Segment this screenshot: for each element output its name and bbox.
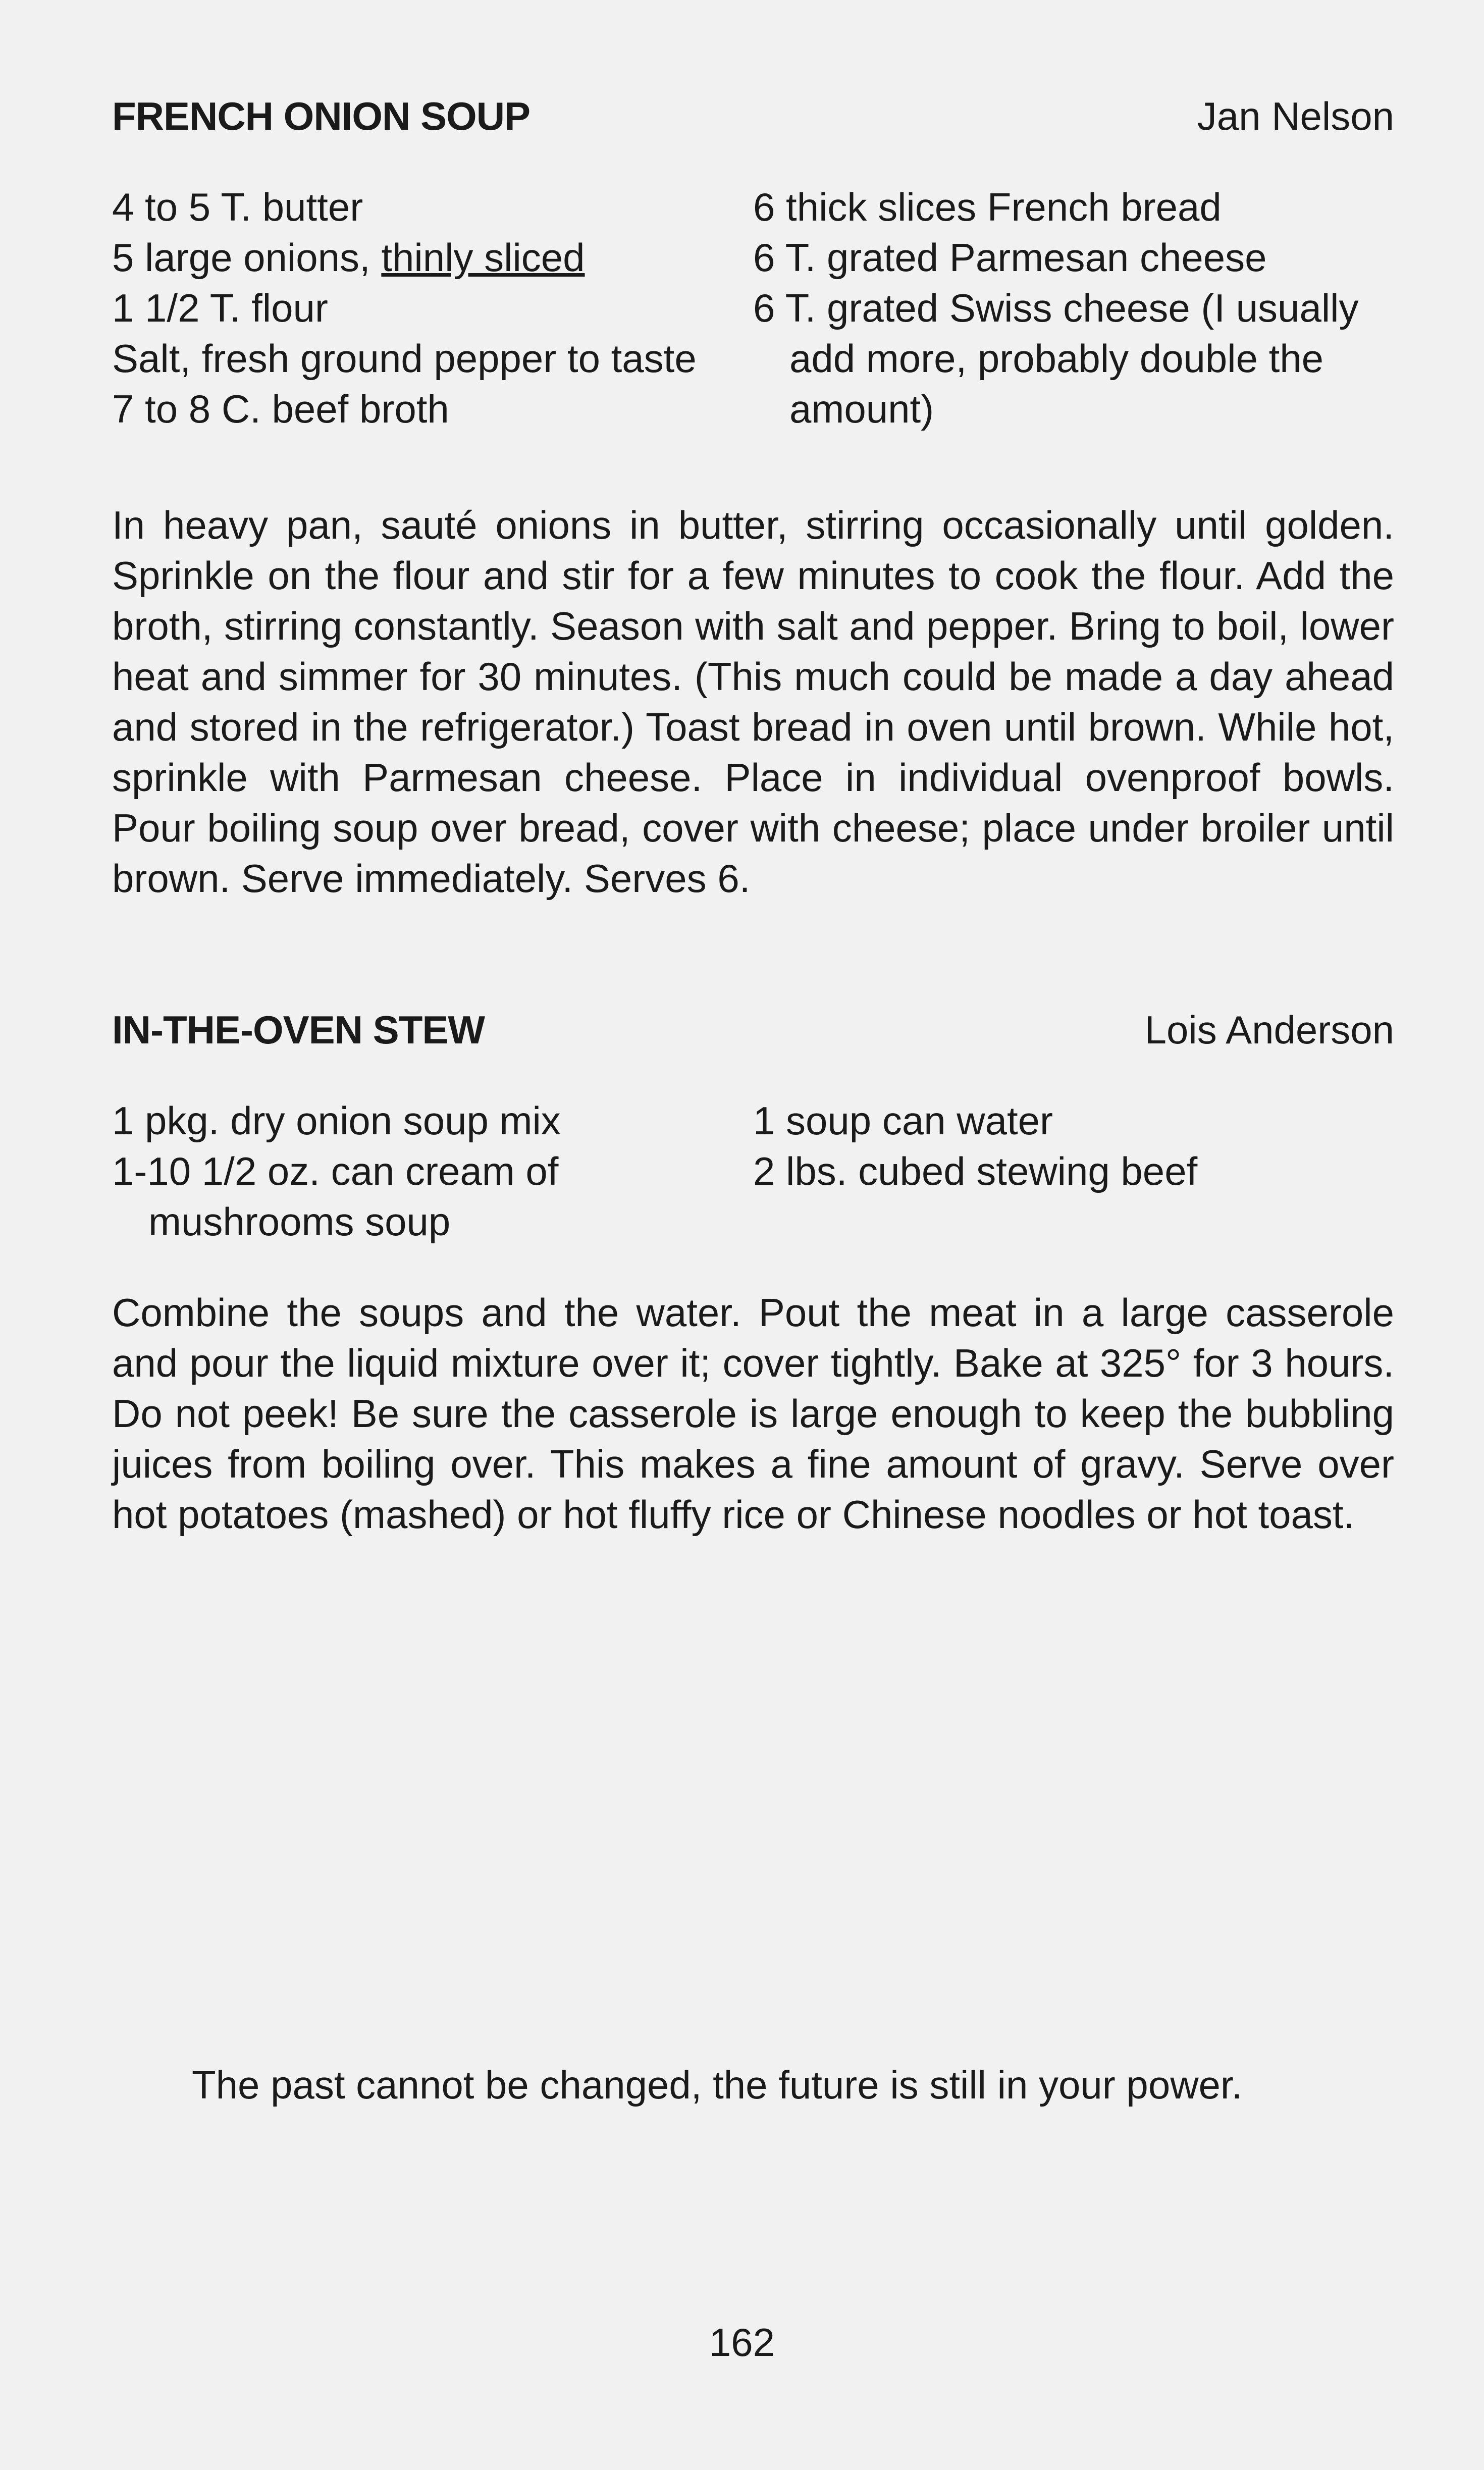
recipe-title: FRENCH ONION SOUP: [112, 94, 531, 138]
page-content: [112, 91, 1394, 1579]
ingredient-item: 1-10 1/2 oz. can cream of mushrooms soup: [112, 1149, 559, 1244]
page-quote: The past cannot be changed, the future is still in your power.: [192, 2063, 1243, 2107]
recipe-directions: Combine the soups and the water. Pout the meat in a large casserole and pour the liquid mixture over it; cover tightly. Bake at 325° for 3 hours. Do not peek! Be sure the casserole is large enough to keep the bubbling juices from boiling over. This makes a fine amount of gravy. Serve over hot potatoes (mashed) or hot fluffy rice or Chinese noodles or hot toast.: [112, 1290, 1394, 1537]
recipe-french-onion-soup: [112, 91, 1394, 904]
page-number: 162: [709, 2320, 775, 2364]
ingredient-item: 6 thick slices French bread: [753, 185, 1222, 229]
ingredient-column-left: [112, 1095, 753, 1247]
ingredient-column-right: [753, 1095, 1394, 1247]
ingredient-item: 6 T. grated Parmesan cheese: [753, 235, 1267, 280]
ingredient-column-right: [753, 182, 1394, 434]
recipe-title: IN-THE-OVEN STEW: [112, 1008, 485, 1052]
recipe-directions: In heavy pan, sauté onions in butter, stirring occasionally until golden. Sprinkle on the flour and stir for a few minutes to cook the flour. Add the broth, stirring constantly. Season with salt and pepper. Bring to boil, lower heat and simmer for 30 minutes. (This much could be made a day ahead and stored in the refrigerator.) Toast bread in oven until brown. While hot, sprinkle with Parmesan cheese. Place in individual ovenproof bowls. Pour boiling soup over bread, cover with cheese; place under broiler until brown. Serve immediately. Serves 6.: [112, 503, 1394, 901]
ingredient-item: 2 lbs. cubed stewing beef: [753, 1149, 1198, 1193]
ingredient-item: 6 T. grated Swiss cheese (I usually add more, probably double the amount): [753, 286, 1359, 431]
ingredient-item: [112, 232, 753, 283]
ingredient-text: 7 to 8 C. beef broth: [112, 387, 449, 431]
ingredient-item: [112, 333, 753, 384]
ingredient-underlined-text: thinly sliced: [381, 235, 585, 280]
ingredient-item: 1 pkg. dry onion soup mix: [112, 1098, 561, 1143]
ingredient-list: [112, 1095, 1394, 1247]
ingredient-column-left: [112, 182, 753, 434]
recipe-header: [112, 1005, 1394, 1055]
ingredient-item: [112, 283, 753, 333]
ingredient-text: 5 large onions,: [112, 235, 382, 280]
ingredient-text: 4 to 5 T. butter: [112, 185, 363, 229]
recipe-header: [112, 91, 1394, 141]
recipe-author: Jan Nelson: [1197, 94, 1394, 138]
ingredient-text: Salt, fresh ground pepper to taste: [112, 336, 697, 381]
ingredient-item: [112, 384, 753, 434]
ingredient-list: [112, 182, 1394, 434]
ingredient-item: 1 soup can water: [753, 1098, 1053, 1143]
recipe-in-the-oven-stew: [112, 1005, 1394, 1540]
ingredient-text: 1 1/2 T. flour: [112, 286, 328, 330]
recipe-author: Lois Anderson: [1144, 1008, 1394, 1052]
ingredient-item: [112, 182, 753, 232]
